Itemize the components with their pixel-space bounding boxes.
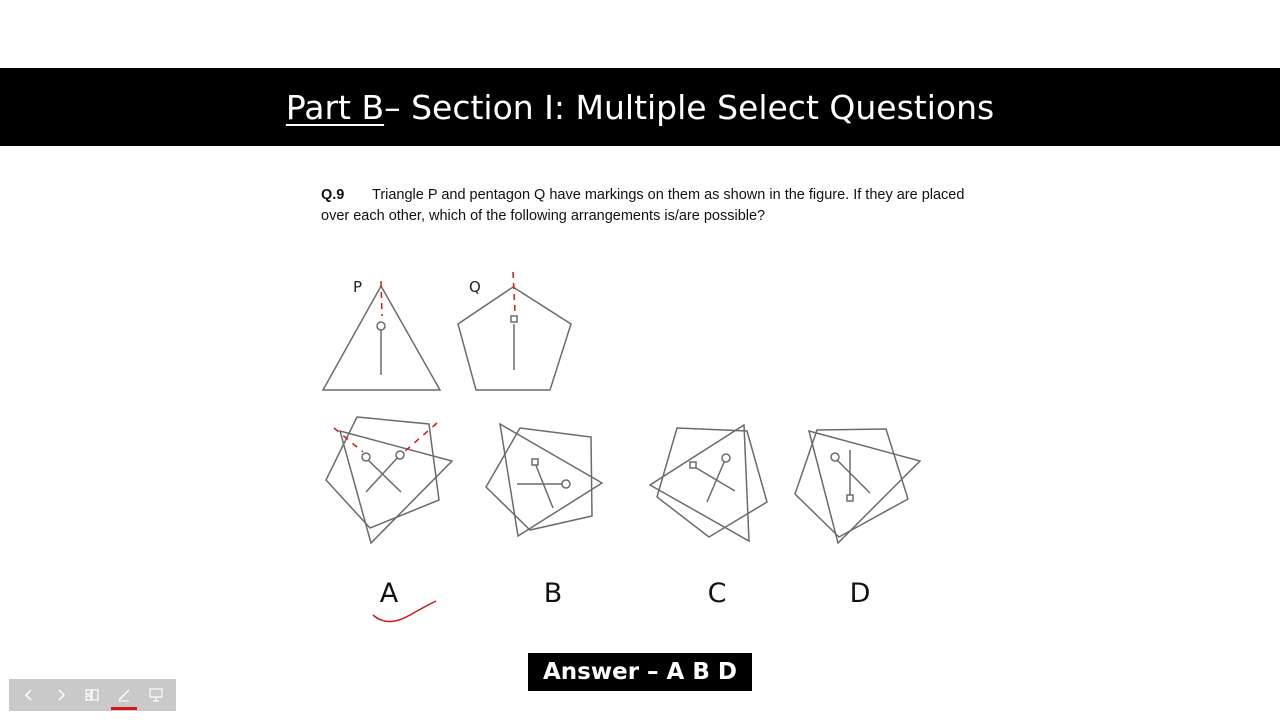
option-label-d: D xyxy=(849,578,871,609)
option-label-a: A xyxy=(379,578,399,609)
question-number: Q.9 xyxy=(321,187,345,203)
option-c-figure xyxy=(650,425,767,541)
option-d-figure xyxy=(795,429,920,543)
answer-box: Answer – A B D xyxy=(528,653,752,691)
slides-icon[interactable] xyxy=(79,682,105,708)
figure-label-p: P xyxy=(353,278,363,296)
slide-title-part: Part B xyxy=(285,87,385,127)
triangle-p-figure xyxy=(323,281,440,390)
option-a-figure xyxy=(326,417,452,543)
slide-title-rest: – Section I: Multiple Select Questions xyxy=(384,87,995,127)
display-settings-icon[interactable] xyxy=(143,682,169,708)
option-label-c: C xyxy=(707,578,727,609)
pen-icon[interactable] xyxy=(111,682,137,708)
figure-label-q: Q xyxy=(469,278,481,296)
option-b-figure xyxy=(486,424,602,536)
option-label-b: B xyxy=(543,578,563,609)
presentation-toolbar xyxy=(9,679,176,711)
previous-icon[interactable] xyxy=(16,682,42,708)
question-text: Triangle P and pentagon Q have markings on them as shown in the figure. If they are placed over each other, which of the following arrangements is/are possible? xyxy=(321,187,965,224)
next-icon[interactable] xyxy=(48,682,74,708)
